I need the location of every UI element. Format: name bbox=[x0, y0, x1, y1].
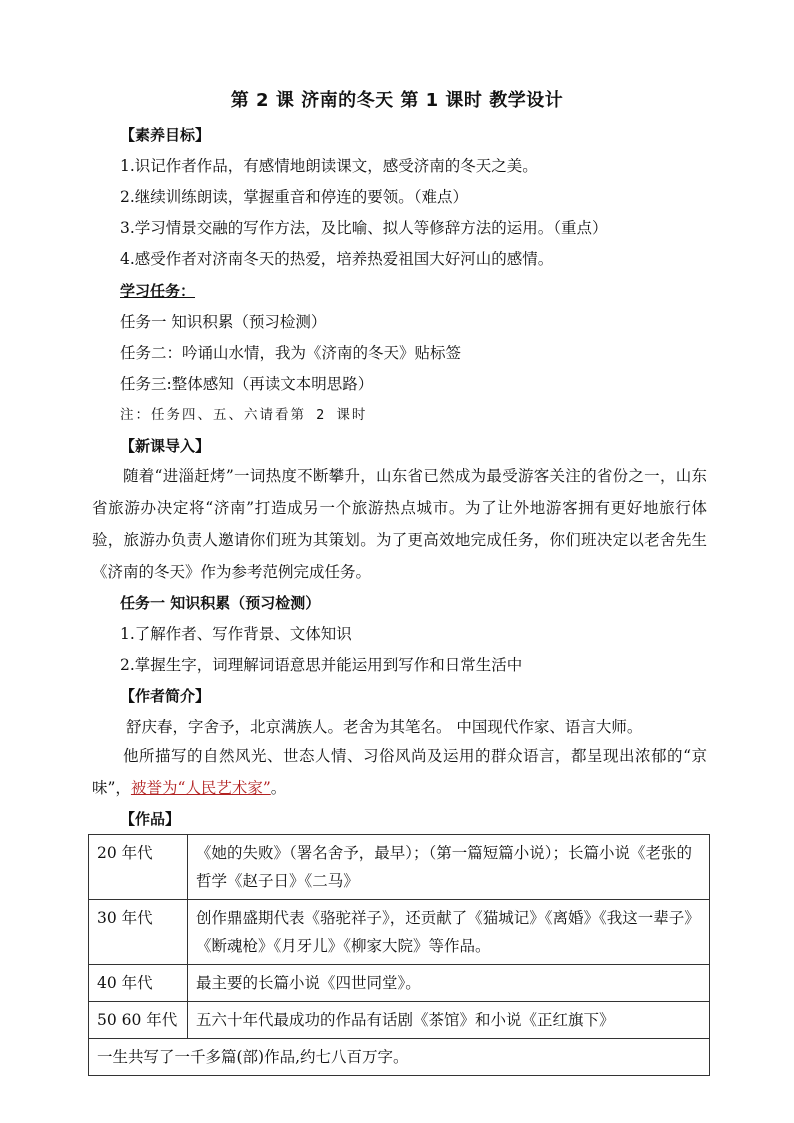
works-desc-cell: 创作鼎盛期代表《骆驼祥子》，还贡献了《猫城记》《离婚》《我这一辈子》《断魂枪》《月牙儿》《柳家大院》等作品。 bbox=[188, 900, 710, 965]
task-item: 任务一 知识积累（预习检测） bbox=[120, 313, 327, 331]
works-desc-cell: 最主要的长篇小说《四世同堂》。 bbox=[188, 965, 710, 1002]
author-honor-highlight: 被誉为“人民艺术家” bbox=[130, 779, 271, 797]
tasks-heading: 学习任务： bbox=[120, 282, 196, 300]
table-row bbox=[89, 1039, 710, 1076]
works-era-cell: 50 60 年代 bbox=[89, 1002, 188, 1039]
page-title: 第 2 课 济南的冬天 第 1 课时 教学设计 bbox=[230, 90, 564, 111]
author-style-end: 。 bbox=[270, 779, 287, 797]
works-era-cell: 20 年代 bbox=[89, 835, 188, 900]
objective-item: 4.感受作者对济南冬天的热爱，培养热爱祖国大好河山的感情。 bbox=[120, 250, 554, 268]
objectives-heading: 【素养目标】 bbox=[120, 126, 211, 144]
task1-item: 1.了解作者、写作背景、文体知识 bbox=[120, 625, 352, 643]
author-style-paragraph bbox=[92, 740, 707, 804]
table-row bbox=[89, 965, 710, 1002]
task-item: 任务二：吟诵山水情，我为《济南的冬天》贴标签 bbox=[120, 344, 462, 362]
task1-item: 2.掌握生字，词理解词语意思并能运用到写作和日常生活中 bbox=[120, 656, 523, 674]
objective-item: 2.继续训练朗读，掌握重音和停连的要领。（难点） bbox=[120, 188, 469, 206]
works-footer-cell: 一生共写了一千多篇(部)作品,约七八百万字。 bbox=[89, 1039, 710, 1076]
tasks-note: 注：任务四、五、六请看第 2 课时 bbox=[120, 407, 368, 423]
works-table bbox=[88, 834, 710, 1076]
works-heading: 【作品】 bbox=[120, 810, 181, 828]
intro-paragraph: 随着“进淄赶烤”一词热度不断攀升，山东省已然成为最受游客关注的省份之一，山东省旅游办决定将“济南”打造成另一个旅游热点城市。为了让外地游客拥有更好地旅行体验，旅游办负责人邀请你们班为其策划。为了更高效地完成任务，你们班决定以老舍先生《济南的冬天》作为参考范例完成任务。 bbox=[92, 467, 707, 581]
intro-heading: 【新课导入】 bbox=[120, 437, 211, 455]
table-row bbox=[89, 835, 710, 900]
table-row bbox=[89, 1002, 710, 1039]
task-item: 任务三:整体感知（再读文本明思路） bbox=[120, 375, 374, 393]
table-row bbox=[89, 900, 710, 965]
author-heading: 【作者简介】 bbox=[120, 687, 211, 705]
objective-item: 1.识记作者作品，有感情地朗读课文，感受济南的冬天之美。 bbox=[120, 157, 538, 175]
objective-item: 3.学习情景交融的写作方法，及比喻、拟人等修辞方法的运用。（重点） bbox=[120, 219, 608, 237]
task1-heading: 任务一 知识积累（预习检测） bbox=[120, 594, 321, 612]
author-style-text: 他所描写的自然风光、世态人情、习俗风尚及运用的群众语言，都呈现出浓郁的“京味”， bbox=[92, 747, 707, 797]
works-era-cell: 30 年代 bbox=[89, 900, 188, 965]
author-bio-line: 舒庆春，字舍予，北京满族人。老舍为其笔名。 中国现代作家、语言大师。 bbox=[126, 718, 643, 736]
works-desc-cell: 五六十年代最成功的作品有话剧《茶馆》和小说《正红旗下》 bbox=[188, 1002, 710, 1039]
works-desc-cell: 《她的失败》（署名舍予，最早）；（第一篇短篇小说）；长篇小说《老张的哲学《赵子日》《二马》 bbox=[188, 835, 710, 900]
works-era-cell: 40 年代 bbox=[89, 965, 188, 1002]
